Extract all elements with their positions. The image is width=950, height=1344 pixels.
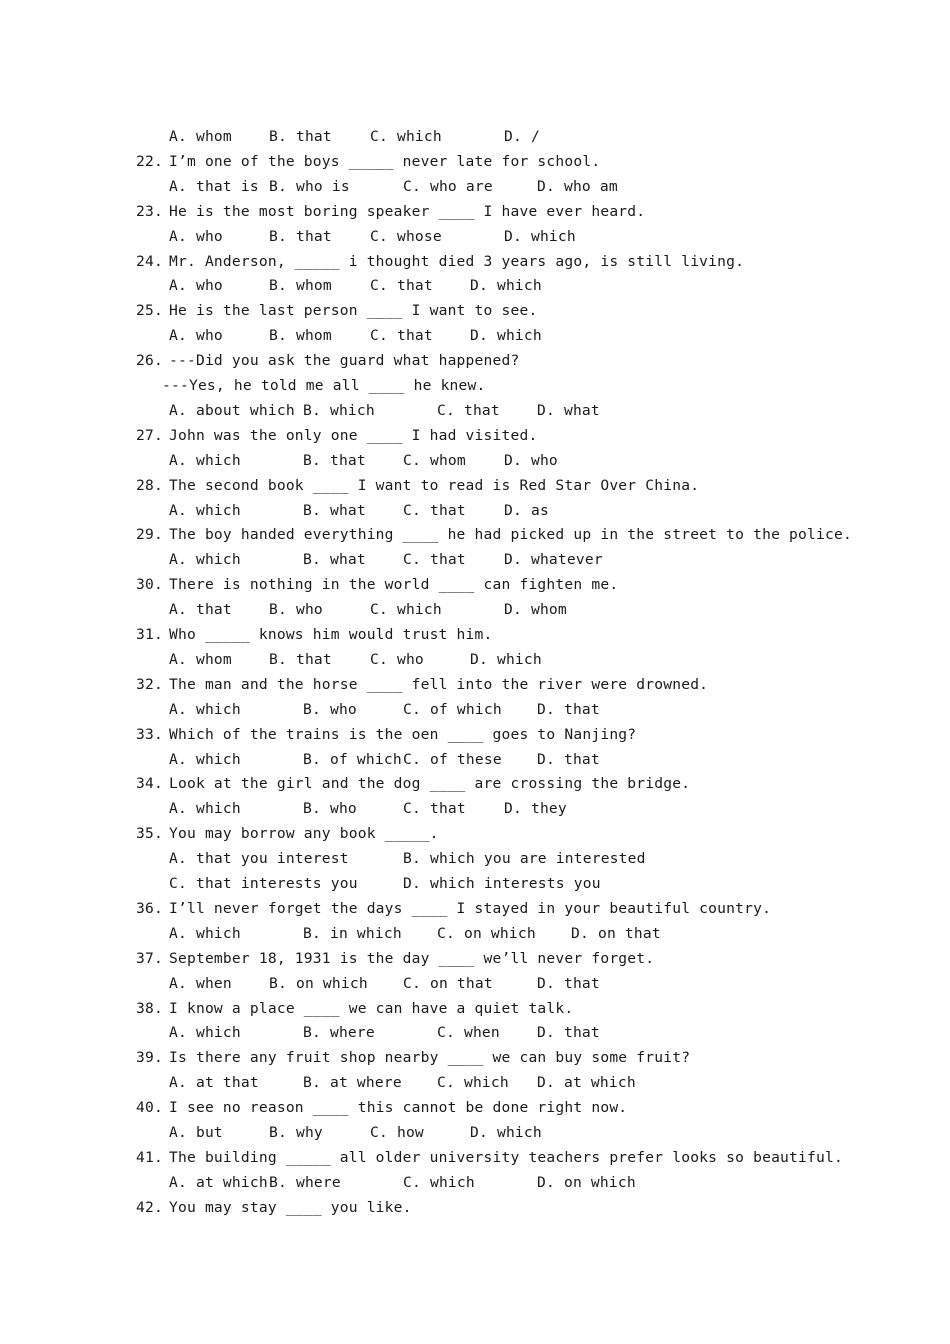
question-line xyxy=(136,899,771,919)
question-line xyxy=(136,949,654,969)
question-line xyxy=(136,774,690,794)
question-text: ---Did you ask the guard what happened? xyxy=(169,352,520,370)
option[interactable]: C. who are xyxy=(403,177,493,195)
question-text: Who _____ knows him would trust him. xyxy=(169,626,493,643)
option[interactable]: A. that is xyxy=(169,177,259,195)
option[interactable]: B. that xyxy=(269,650,332,668)
option[interactable]: D. whatever xyxy=(504,551,603,569)
question-number: 24. xyxy=(136,252,163,270)
options-line xyxy=(169,127,869,147)
option[interactable]: A. when xyxy=(169,974,232,992)
options-line xyxy=(169,1073,869,1093)
question-number: 35. xyxy=(136,825,163,843)
question-number: 39. xyxy=(136,1049,163,1067)
question-line xyxy=(136,1198,412,1218)
option[interactable]: D. which xyxy=(470,1124,542,1141)
question-text: September 18, 1931 is the day ____ we’ll never forget. xyxy=(169,949,655,967)
option[interactable]: D. on that xyxy=(571,924,661,942)
option[interactable]: D. which xyxy=(470,277,542,295)
question-line xyxy=(136,675,708,695)
question-text: The man and the horse ____ fell into the river were drowned. xyxy=(169,675,709,693)
question-line xyxy=(136,824,439,844)
question-line xyxy=(136,476,699,496)
option[interactable]: D. that xyxy=(537,1024,600,1042)
option[interactable]: B. that xyxy=(269,128,332,145)
option[interactable]: B. who is xyxy=(269,177,350,195)
option[interactable]: A. which xyxy=(169,924,241,942)
option[interactable]: B. in which xyxy=(303,924,402,942)
question-number: 40. xyxy=(136,1099,163,1117)
options-line xyxy=(169,849,869,869)
question-line xyxy=(136,999,573,1019)
question-number: 30. xyxy=(136,576,163,594)
options-line xyxy=(169,1173,869,1193)
option[interactable]: C. whose xyxy=(370,227,442,245)
option[interactable]: A. whom xyxy=(169,650,232,668)
question-line xyxy=(136,1098,627,1118)
question-line xyxy=(136,202,645,222)
option[interactable]: B. why xyxy=(269,1124,323,1141)
question-text: The boy handed everything ____ he had picked up in the street to the police. xyxy=(169,526,852,544)
option[interactable]: A. but xyxy=(169,1124,223,1141)
question-line xyxy=(136,152,600,172)
question-line xyxy=(136,625,493,645)
options-line xyxy=(169,974,869,994)
question-number: 26. xyxy=(136,352,163,370)
question-line xyxy=(136,426,537,446)
option[interactable]: C. which xyxy=(370,601,442,619)
option[interactable]: C. of these xyxy=(403,750,502,768)
options-line xyxy=(169,501,869,521)
options-line xyxy=(169,750,869,770)
option[interactable]: A. which xyxy=(169,750,241,768)
option[interactable]: B. what xyxy=(303,551,366,569)
option[interactable]: A. whom xyxy=(169,128,232,145)
option[interactable]: B. who xyxy=(303,800,357,818)
option[interactable]: C. which xyxy=(403,1173,475,1191)
question-text: I know a place ____ we can have a quiet talk. xyxy=(169,999,574,1017)
question-line xyxy=(136,1048,690,1068)
option[interactable]: B. who xyxy=(269,601,323,619)
options-line xyxy=(169,326,869,346)
question-number: 22. xyxy=(136,152,163,170)
options-line xyxy=(169,1023,869,1043)
question-number: 28. xyxy=(136,476,163,494)
question-number: 34. xyxy=(136,775,163,793)
question-number: 33. xyxy=(136,725,163,743)
option[interactable]: A. which xyxy=(169,501,241,519)
option[interactable]: C. on that xyxy=(403,974,493,992)
option[interactable]: D. that xyxy=(537,750,600,768)
options-line xyxy=(169,700,869,720)
options-line xyxy=(169,550,869,570)
question-text: You may borrow any book _____. xyxy=(169,825,439,843)
question-text: There is nothing in the world ____ can fighten me. xyxy=(169,576,619,594)
question-number: 29. xyxy=(136,526,163,544)
question-number: 31. xyxy=(136,626,163,643)
options-line xyxy=(169,177,869,197)
option[interactable]: D. which interests you xyxy=(403,875,601,892)
option[interactable]: D. which xyxy=(470,650,542,668)
question-number: 23. xyxy=(136,202,163,220)
options-line xyxy=(169,276,869,296)
question-text: Which of the trains is the oen ____ goes to Nanjing? xyxy=(169,725,637,743)
option[interactable]: A. about which xyxy=(169,401,295,419)
option[interactable]: A. which xyxy=(169,800,241,818)
option[interactable]: B. on which xyxy=(269,974,368,992)
option[interactable]: D. that xyxy=(537,974,600,992)
question-number: 38. xyxy=(136,999,163,1017)
option[interactable]: D. on which xyxy=(537,1173,636,1191)
option[interactable]: D. which xyxy=(504,227,576,245)
options-line xyxy=(169,600,869,620)
option[interactable]: D. who xyxy=(504,451,558,469)
option[interactable]: B. which you are interested xyxy=(403,850,646,868)
question-text: Is there any fruit shop nearby ____ we can buy some fruit? xyxy=(169,1049,691,1067)
option[interactable]: A. at that xyxy=(169,1074,259,1092)
question-number: 42. xyxy=(136,1198,163,1216)
option[interactable]: B. that xyxy=(269,227,332,245)
option[interactable]: B. of which xyxy=(303,750,402,768)
option[interactable]: B. that xyxy=(303,451,366,469)
question-text: I see no reason ____ this cannot be done right now. xyxy=(169,1099,628,1117)
question-line xyxy=(136,575,618,595)
option[interactable]: C. that interests you xyxy=(169,875,358,892)
option[interactable]: A. which xyxy=(169,700,241,718)
option[interactable]: D. which xyxy=(470,327,542,345)
option[interactable]: C. of which xyxy=(403,700,502,718)
option[interactable]: B. where xyxy=(303,1024,375,1042)
option[interactable]: A. that xyxy=(169,601,232,619)
option[interactable]: C. that xyxy=(403,551,466,569)
option[interactable]: C. when xyxy=(437,1024,500,1042)
question-line xyxy=(136,525,852,545)
question-number: 41. xyxy=(136,1148,163,1166)
option[interactable]: A. at which xyxy=(169,1173,268,1191)
option[interactable]: B. what xyxy=(303,501,366,519)
question-number: 27. xyxy=(136,426,163,444)
question-line xyxy=(136,725,636,745)
question-text: I’m one of the boys _____ never late for school. xyxy=(169,152,601,170)
question-text: The building _____ all older university teachers prefer looks so beautiful. xyxy=(169,1148,843,1166)
option[interactable]: A. who xyxy=(169,227,223,245)
option[interactable]: B. whom xyxy=(269,327,332,345)
options-line xyxy=(169,401,869,421)
question-text: You may stay ____ you like. xyxy=(169,1198,412,1216)
question-continuation: ---Yes, he told me all ____ he knew. xyxy=(162,377,486,394)
option[interactable]: D. what xyxy=(537,401,600,419)
option[interactable]: D. whom xyxy=(504,601,567,619)
option[interactable]: B. who xyxy=(303,700,357,718)
options-line xyxy=(169,874,869,894)
options-line xyxy=(169,799,869,819)
option[interactable]: C. which xyxy=(437,1074,509,1092)
question-number: 25. xyxy=(136,302,163,320)
option[interactable]: B. where xyxy=(269,1173,341,1191)
option[interactable]: D. who am xyxy=(537,177,618,195)
options-line xyxy=(169,227,869,247)
options-line xyxy=(169,451,869,471)
question-text: The second book ____ I want to read is Red Star Over China. xyxy=(169,476,700,494)
options-line xyxy=(169,650,869,670)
question-text: He is the most boring speaker ____ I have ever heard. xyxy=(169,202,646,220)
option[interactable]: B. which xyxy=(303,401,375,419)
question-text: He is the last person ____ I want to see. xyxy=(169,302,538,320)
option[interactable]: A. that you interest xyxy=(169,850,349,868)
question-line xyxy=(136,301,537,321)
option[interactable]: C. that xyxy=(403,800,466,818)
option[interactable]: D. they xyxy=(504,800,567,818)
question-line xyxy=(136,351,519,371)
options-line xyxy=(169,924,869,944)
option[interactable]: C. on which xyxy=(437,924,536,942)
option[interactable]: C. that xyxy=(437,401,500,419)
option[interactable]: A. which xyxy=(169,1024,241,1042)
question-number: 37. xyxy=(136,949,163,967)
question-text: Mr. Anderson, _____ i thought died 3 years ago, is still living. xyxy=(169,252,745,270)
option[interactable]: B. at where xyxy=(303,1074,402,1092)
option[interactable]: C. that xyxy=(403,501,466,519)
option[interactable]: B. whom xyxy=(269,277,332,295)
option[interactable]: C. that xyxy=(370,327,433,345)
option[interactable]: A. which xyxy=(169,451,241,469)
question-text: I’ll never forget the days ____ I stayed in your beautiful country. xyxy=(169,899,772,917)
options-line xyxy=(169,1123,869,1143)
option[interactable]: C. who xyxy=(370,650,424,668)
question-number: 36. xyxy=(136,899,163,917)
question-line xyxy=(136,1148,843,1168)
option[interactable]: C. that xyxy=(370,277,433,295)
question-line xyxy=(136,252,744,272)
option[interactable]: A. who xyxy=(169,277,223,295)
option[interactable]: D. as xyxy=(504,501,549,519)
option[interactable]: D. at which xyxy=(537,1074,636,1092)
option[interactable]: C. whom xyxy=(403,451,466,469)
question-number: 32. xyxy=(136,675,163,693)
option[interactable]: D. / xyxy=(504,128,540,145)
option[interactable]: C. which xyxy=(370,128,442,145)
option[interactable]: D. that xyxy=(537,700,600,718)
option[interactable]: C. how xyxy=(370,1124,424,1141)
question-text: Look at the girl and the dog ____ are crossing the bridge. xyxy=(169,775,691,793)
option[interactable]: A. who xyxy=(169,327,223,345)
question-text: John was the only one ____ I had visited. xyxy=(169,426,538,444)
option[interactable]: A. which xyxy=(169,551,241,569)
